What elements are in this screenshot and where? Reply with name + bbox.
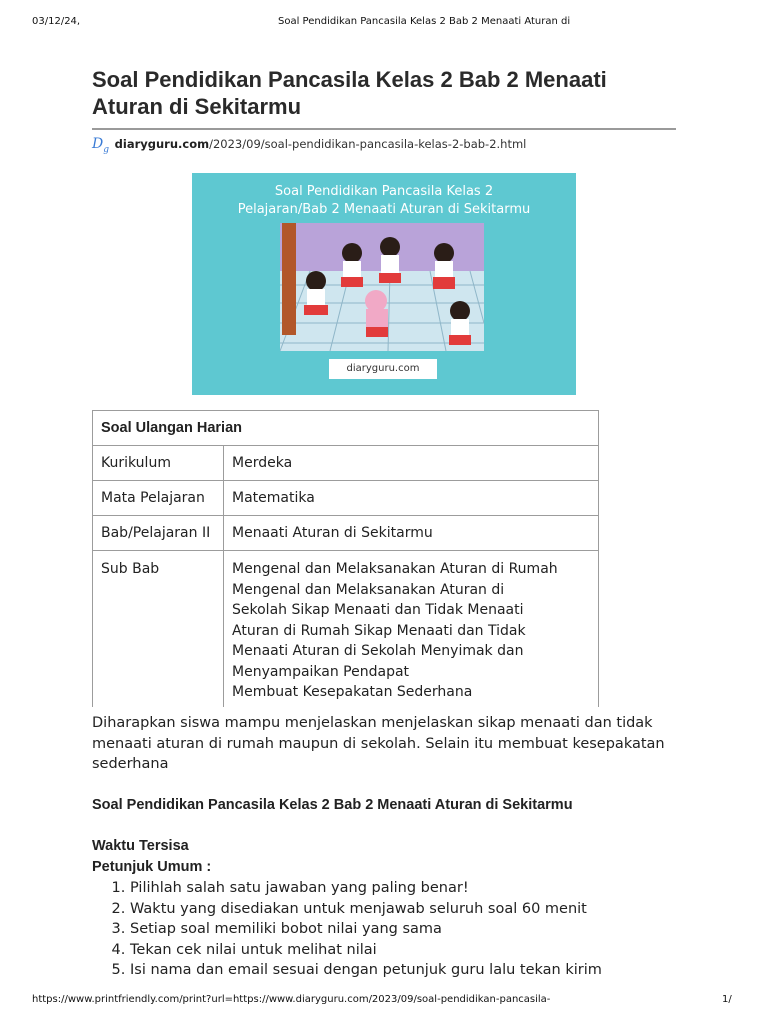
section-heading: Soal Pendidikan Pancasila Kelas 2 Bab 2 Menaati Aturan di Sekitarmu [92, 797, 573, 813]
sub-bab-line: Menaati Aturan di Sekolah Menyimak dan [232, 643, 524, 659]
list-item: 2. Waktu yang disediakan untuk menjawab seluruh soal 60 menit [130, 899, 730, 920]
sub-bab-line: Mengenal dan Melaksanakan Aturan di Rumah [232, 561, 558, 577]
row-value: Merdeka [224, 446, 599, 481]
row-value: Menaati Aturan di Sekitarmu [224, 516, 599, 551]
sub-bab-line: Menyampaikan Pendapat [232, 663, 410, 680]
hero-caption-line2: Pelajaran/Bab 2 Menaati Aturan di Sekitarmu [237, 202, 531, 217]
instructions-heading: Petunjuk Umum : [92, 859, 212, 875]
table-row [93, 551, 599, 708]
hero-caption-line1: Soal Pendidikan Pancasila Kelas 2 [274, 184, 494, 199]
row-key: Mata Pelajaran [93, 481, 224, 516]
table-row [93, 446, 599, 481]
diaryguru-logo-icon: $D_g$ [92, 136, 109, 155]
title-divider [92, 128, 676, 130]
intro-paragraph: Diharapkan siswa mampu menjelaskan menjelaskan sikap menaati dan tidak menaati aturan di rumah maupun di sekolah. Selain itu membuat kesepakatan sederhana [92, 715, 665, 772]
print-page-title: Soal Pendidikan Pancasila Kelas 2 Bab 2 Menaati Aturan di [278, 16, 571, 27]
hero-watermark: diaryguru.com [329, 359, 437, 379]
page-number: 1/ [722, 994, 732, 1005]
info-table [92, 410, 599, 707]
hero-image [192, 173, 576, 395]
print-url: https://www.printfriendly.com/print?url=https://www.diaryguru.com/2023/09/soal-pendidikan-pancasila- [32, 994, 551, 1005]
row-value: Matematika [224, 481, 599, 516]
children-illustration [280, 223, 484, 351]
list-item: 3. Setiap soal memiliki bobot nilai yang sama [130, 919, 730, 940]
list-item: 4. Tekan cek nilai untuk melihat nilai [130, 940, 730, 961]
row-key: Sub Bab [93, 551, 224, 708]
list-item: 5. Isi nama dan email sesuai dengan petunjuk guru lalu tekan kirim [130, 960, 730, 981]
list-item: 1. Pilihlah salah satu jawaban yang paling benar! [130, 878, 730, 899]
table-row [93, 481, 599, 516]
sub-bab-value [224, 551, 599, 708]
print-date: 03/12/24, [32, 16, 81, 27]
sub-bab-line: Membuat Kesepakatan Sederhana [232, 684, 473, 700]
source-link[interactable] [92, 136, 526, 155]
source-path: /2023/09/soal-pendidikan-pancasila-kelas-2-bab-2.html [209, 137, 527, 151]
table-row [93, 516, 599, 551]
timer-label: Waktu Tersisa [92, 838, 189, 854]
info-table-header: Soal Ulangan Harian [93, 411, 599, 446]
sub-bab-line: Sekolah Sikap Menaati dan Tidak Menaati [232, 602, 524, 618]
row-key: Bab/Pelajaran II [93, 516, 224, 551]
article-title: Soal Pendidikan Pancasila Kelas 2 Bab 2 Menaati Aturan di Sekitarmu [92, 67, 607, 119]
source-domain: diaryguru.com [114, 137, 210, 151]
instructions-list [92, 878, 730, 981]
row-key: Kurikulum [93, 446, 224, 481]
sub-bab-line: Mengenal dan Melaksanakan Aturan di [232, 581, 505, 598]
sub-bab-line: Aturan di Rumah Sikap Menaati dan Tidak [232, 622, 526, 639]
